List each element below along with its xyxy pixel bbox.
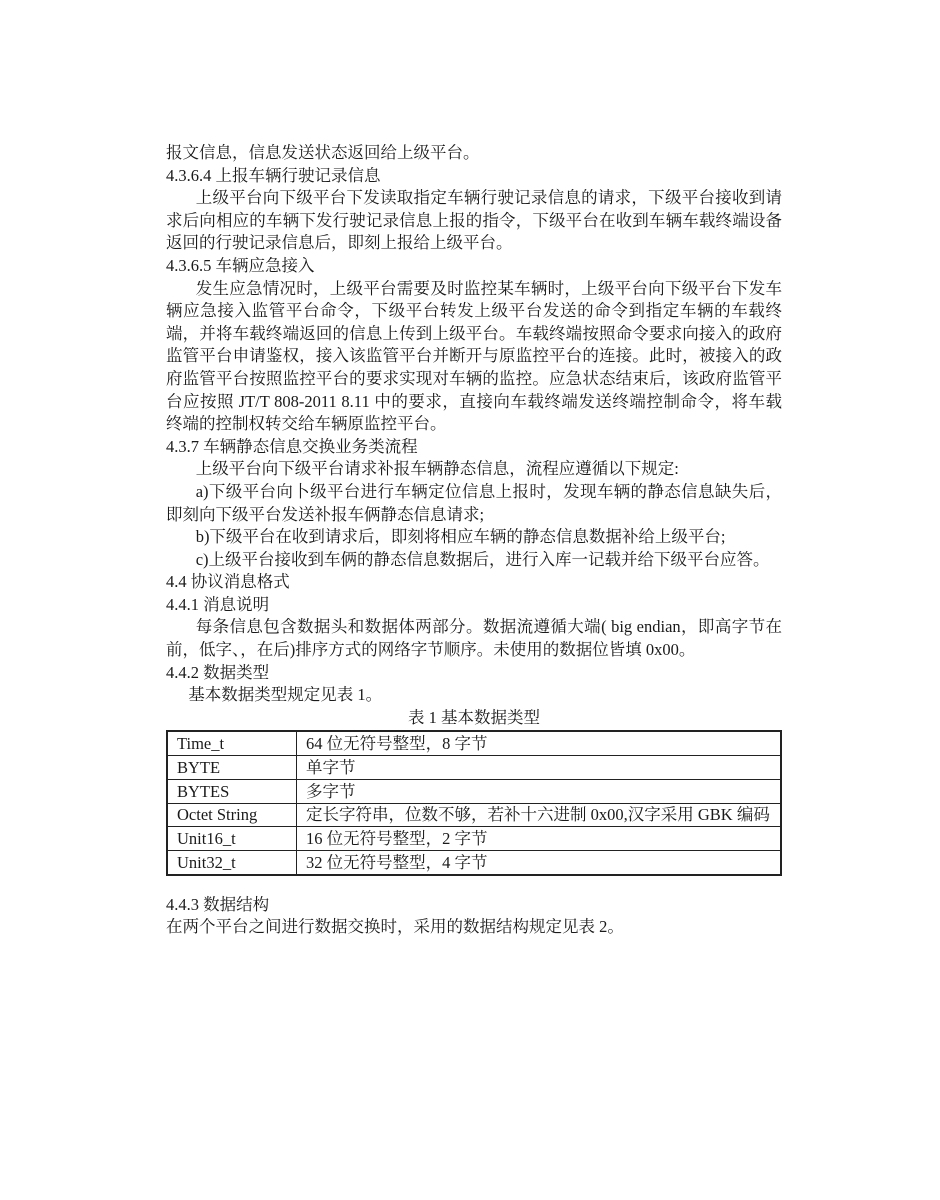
paragraph-message-description: 每条信息包含数据头和数据体两部分。数据流遵循大端( big endian，即高字节在前，低字、，在后)排序方式的网络字节顺序。未使用的数据位皆填 0x00。 [166,617,782,660]
paragraph-basic-type-intro: 基本数据类型规定见表 1。 [188,685,383,705]
list-item-a: a)下级平台向卜级平台进行车辆定位信息上报时，发现车辆的静态信息缺失后，即刻向下级平台发送补报车俩静态信息请求; [166,481,782,524]
data-type-table [166,730,782,875]
list-item-c: c)上级平台接收到车俩的静态信息数据后，进行入库一记载并给下级平台应答。 [195,549,770,569]
heading-4-3-6-5: 4.3.6.5 车辆应急接入 [166,255,315,275]
table-row [167,803,781,827]
table-cell-desc: 64 位无符号整型，8 字节 [297,731,782,755]
table-row [167,850,781,874]
heading-4-4-1: 4.4.1 消息说明 [166,594,270,614]
paragraph-data-structure: 在两个平台之间进行数据交换时，采用的数据结构规定见表 2。 [166,917,624,937]
paragraph-emergency-access: 发生应急情况时，上级平台需要及时监控某车辆时，上级平台向下级平台下发车辆应急接入监管平台命令，下级平台转发上级平台发送的命令到指定车辆的车载终端，并将车载终端返回的信息上传到上级平台。车载终端按照命令要求向接入的政府监管平台申请鉴权，接入该监管平台并断开与原监控平台的连接。此时，被接入的政府监管平台按照监控平台的要求实现对车辆的监控。应急状态结束后，该政府监管平台应按照 JT/T 808-2011 8.11 中的要求，直接向车载终端发送终端控制命令，将车载终端的控制权转交给车辆原监控平台。 [166,278,782,434]
heading-4-4-3: 4.4.3 数据结构 [166,894,270,914]
table-caption: 表 1 基本数据类型 [408,707,540,727]
heading-4-3-6-4: 4.3.6.4 上报车辆行驶记录信息 [166,165,381,185]
heading-4-4: 4.4 协议消息格式 [166,572,290,592]
table-row [167,779,781,803]
table-cell-type: Octet String [167,803,297,827]
table-cell-type: BYTES [167,779,297,803]
table-cell-type: Unit16_t [167,827,297,851]
table-cell-desc: 16 位无符号整型，2 字节 [297,827,782,851]
table-cell-desc: 定长字符串，位数不够，若补十六进制 0x00,汉字采用 GBK 编码 [297,803,782,827]
document-content [166,142,782,939]
table-cell-desc: 单字节 [297,756,782,780]
heading-4-4-2: 4.4.2 数据类型 [166,662,270,682]
table-row [167,731,781,755]
list-item-b: b)下级平台在收到请求后，即刻将相应车辆的静态信息数据补给上级平台; [195,527,726,547]
table-cell-type: Time_t [167,731,297,755]
table-row [167,827,781,851]
table-cell-type: BYTE [167,756,297,780]
paragraph-continuation: 报文信息，信息发送状态返回给上级平台。 [166,143,480,162]
paragraph-driving-record: 上级平台向下级平台下发读取指定车辆行驶记录信息的请求，下级平台接收到请求后向相应的车辆下发行驶记录信息上报的指令，下级平台在收到车辆车载终端设备返回的行驶记录信息后，即刻上报给上级平台。 [166,188,782,253]
paragraph-static-info-intro: 上级平台向下级平台请求补报车辆静态信息，流程应遵循以下规定: [195,459,679,479]
table-cell-desc: 多字节 [297,779,782,803]
table-row [167,756,781,780]
table-cell-desc: 32 位无符号整型，4 字节 [297,850,782,874]
heading-4-3-7: 4.3.7 车辆静态信息交换业务类流程 [166,436,418,456]
table-cell-type: Unit32_t [167,850,297,874]
